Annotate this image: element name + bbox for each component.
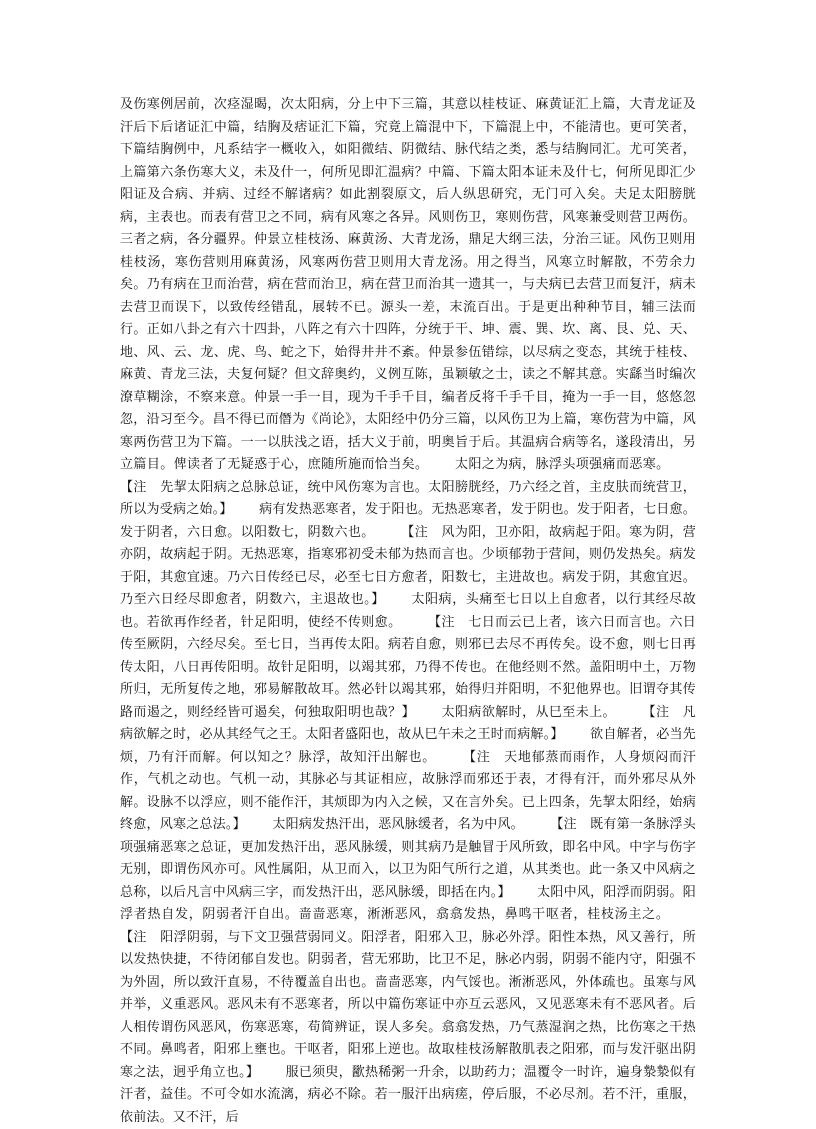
text-segment: 太阳病欲解时，从巳至未上。	[441, 704, 616, 720]
text-segment: 太阳病发热汗出，恶风脉缓者，名为中风。	[272, 817, 524, 832]
text-segment: 太阳之为病，脉浮头项强痛而恶寒。	[454, 457, 670, 472]
annotation: 【注 七日而云已上者，该六日而言也。六日传至厥阴，六经尽矣。至七日，当再传太阳。病若自愈，则邪已去尽不再传矣。设不愈，则七日再传太阳，八日再传阳明。故针足阳明，以竭其邪，乃得不传也。在他经则不然。盖阳明中土，万物所归，无所复传之地，邪易解散故耳。然必针以竭其邪，始得归并阳明，不犯他界也。旧谓夺其传路而遏之，则经经皆可遏矣，何独取阳明也哉？】	[120, 614, 696, 720]
annotation: 【注 凡病欲解之时，必从其经气之王。太阳者盛阳也，故从巳午未之王时而病解。】	[120, 704, 696, 742]
annotation: 【注 阳浮阴弱，与下文卫强营弱同义。阳浮者，阳邪入卫，脉必外浮。阳性本热，风又善行，所以发热快捷，不待闭郁自发也。阴弱者，营无邪助，比卫不足，脉必内弱，阴弱不能内守，阳强不为外固，所以致汗直易，不待覆盖自出也。啬啬恶寒，内气馁也。淅淅恶风，外体疏也。虽寒与风并举，义重恶风。恶风未有不恶寒者，所以中篇伤寒证中亦互云恶风，又见恶寒未有不恶风者。后人相传谓伤风恶风，伤寒恶寒，苟简辨证，误人多矣。翕翕发热，乃气蒸湿润之热，比伤寒之干热不同。鼻鸣者，阳邪上壅也。干呕者，阳邪上逆也。故取桂枝汤解散肌表之阳邪，而与发汗驱出阴寒之法，迥乎角立也。】	[120, 929, 696, 1080]
annotation: 【注 先挈太阳病之总脉总证，统中风伤寒为言也。太阳膀胱经，乃六经之首，主皮肤而统营卫，所以为受病之始。】	[120, 479, 696, 517]
annotation: 【注 风为阳，卫亦阳，故病起于阳。寒为阴，营亦阴，故病起于阴。无热恶寒，指寒邪初受未郁为热而言也。少顷郁勃于营间，则仍发热矣。病发于阳，其愈宜速。乃六日传经已尽，必至七日方愈者，阳数七，主进故也。病发于阴，其愈宜迟。乃至六日经尽即愈者，阴数六，主退故也。】	[120, 524, 696, 607]
text-segment: 及伤寒例居前，次痉湿暍，次太阳病，分上中下三篇，其意以桂枝证、麻黄证汇上篇，大青龙证及汗后下后诸证汇中篇，结胸及痞证汇下篇，究竟上篇混中下，下篇混上中，不能清也。更可笑者，下篇结胸例中，凡系结字一概收入，如阳微结、阴微结、脉代结之类，悉与结胸同汇。尤可笑者，上篇第六条伤寒大义，未及什一，何所见即汇温病？中篇、下篇太阳本证未及什七，何所见即汇少阳证及合病、并病、过经不解诸病？如此割裂原文，后人纵思研究，无门可入矣。夫足太阳膀胱病，主表也。而表有营卫之不同，病有风寒之各异。风则伤卫，寒则伤营，风寒兼受则营卫两伤。三者之病，各分疆界。仲景立桂枝汤、麻黄汤、大青龙汤，鼎足大纲三法，分治三证。风伤卫则用桂枝汤，寒伤营则用麻黄汤，风寒两伤营卫则用大青龙汤。用之得当，风寒立时解散，不劳余力矣。乃有病在卫而治营，病在营而治卫，病在营卫而治其一遗其一，与夫病已去营卫而复汗，病未去营卫而误下，以致传经错乱，展转不已。源头一差，末流百出。于是更出种种节目，辅三法而行。正如八卦之有六十四卦，八阵之有六十四阵，分统于干、坤、震、巽、坎、离、艮、兑、天、地、风、云、龙、虎、鸟、蛇之下，始得井井不紊。仲景参伍错综，以尽病之变态，其统于桂枝、麻黄、青龙三法，夫复何疑？但文辞奥约，义例互陈，虽颖敏之士，读之不解其意。实繇当时编次潦草糊涂，不察来意。仲景一手一目，现为千手千目，编者反将千手千目，掩为一手一目，悠悠忽忽，沿习至今。昌不得已而僭为《尚论》，太阳经中仍分三篇，以风伤卫为上篇，寒伤营为中篇，风寒两伤营卫为下篇。一一以肤浅之语，括大义于前，明奥旨于后。其温病合病等名，遂段清出，另立篇目。俾读者了无疑惑于心，庶随所施而恰当矣。	[120, 97, 696, 472]
annotation: 【注 既有第一条脉浮头项强痛恶寒之总证，更加发热汗出，恶风脉缓，则其病乃是触冒于风所致，即名中风。中字与伤字无别，即谓伤风亦可。风性属阳，从卫而入，以卫为阳气所行之道，从其类也。此一条又中风病之总称，以后凡言中风病三字，而发热汗出，恶风脉缓，即括在内。】	[120, 817, 696, 900]
text-segment: 病有发热恶寒者，发于阳也。无热恶寒者，发于阴也。发于阳者，七日愈。发于阴者，六日愈。以阳数七，阴数六也。	[120, 502, 696, 540]
text-segment: 太阳病，头痛至七日以上自愈者，以行其经尽故也。若欲再作经者，针足阳明，使经不传则愈。	[120, 592, 696, 630]
document-page	[120, 94, 697, 1125]
text-segment: 太阳中风，阳浮而阴弱。阳浮者热自发，阴弱者汗自出。啬啬恶寒，淅淅恶风，翕翕发热，鼻鸣干呕者，桂枝汤主之。	[120, 884, 696, 922]
body-text	[120, 94, 696, 1129]
text-segment: 服已须臾，歠热稀粥一升余，以助药力；温覆令一时许，遍身漐漐似有汗者，益佳。不可令如水流漓，病必不除。若一服汗出病瘥，停后服，不必尽剂。若不汗，重服，依前法。又不汗，后	[120, 1064, 697, 1125]
text-segment: 欲自解者，必当先烦，乃有汗而解。何以知之？脉浮，故知汗出解也。	[120, 727, 696, 765]
annotation: 【注 天地郁蒸而雨作，人身烦闷而汗作，气机之动也。气机一动，其脉必与其证相应，故脉浮而邪还于表，才得有汗，而外邪尽从外解。设脉不以浮应，则不能作汗，其烦即为内入之候，又在言外矣。已上四条，先挈太阳经，始病终愈，风寒之总法。】	[120, 749, 696, 832]
